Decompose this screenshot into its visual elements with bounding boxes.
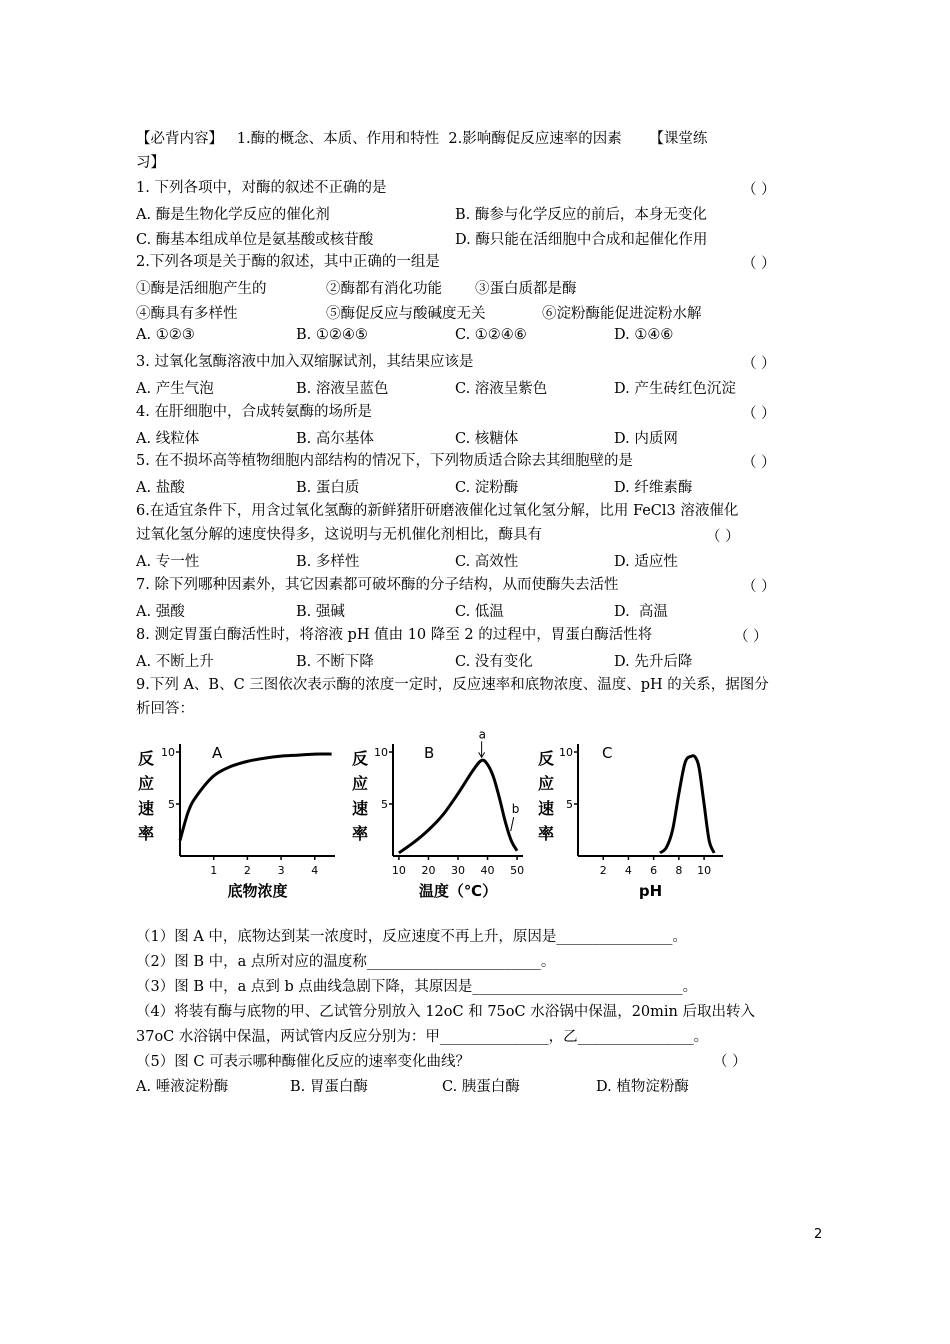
page-number: 2 <box>814 1227 823 1242</box>
q7-option-a: A. 强酸 <box>136 604 185 620</box>
x-tick-label: 20 <box>421 864 436 877</box>
y-axis-label-char: 率 <box>138 824 155 843</box>
y-tick-label: 10 <box>374 746 388 759</box>
q4-option-d: D. 内质网 <box>614 431 678 447</box>
chart-title: A <box>212 744 223 762</box>
y-tick-label: 5 <box>168 798 175 811</box>
q4-stem: 4. 在肝细胞中，合成转氨酶的场所是 <box>136 404 372 420</box>
annotation-b-arrow <box>511 817 514 831</box>
q6-option-c: C. 高效性 <box>455 554 519 570</box>
y-axis-label-char: 应 <box>352 774 369 793</box>
q9-sub-5-bracket: （ ） <box>713 1054 747 1070</box>
q2-item-1: ①酶是活细胞产生的 <box>136 281 267 297</box>
x-tick-label: 10 <box>697 864 712 877</box>
chart-a <box>138 744 335 900</box>
q2-answer-bracket: （ ） <box>742 256 776 272</box>
q9-option-d: D. 植物淀粉酶 <box>596 1079 689 1095</box>
q4-option-b: B. 高尔基体 <box>296 431 374 447</box>
q6-answer-bracket: （ ） <box>706 529 740 545</box>
q5-option-a: A. 盐酸 <box>136 480 185 496</box>
q2-item-5: ⑤酶促反应与酸碱度无关 <box>326 306 486 322</box>
x-tick-label: 4 <box>311 864 319 877</box>
q9-stem-line-1: 9.下列 A、B、C 三图依次表示酶的浓度一定时，反应速率和底物浓度、温度、pH 的关系，据图分 <box>136 677 769 693</box>
q2-option-b: B. ①②④⑤ <box>296 327 368 343</box>
y-axis-label-char: 应 <box>538 774 555 793</box>
q6-option-b: B. 多样性 <box>296 554 360 570</box>
q4-answer-bracket: （ ） <box>742 406 776 422</box>
q9-stem-line-2: 析回答： <box>136 701 194 717</box>
q1-option-d: D. 酶只能在活细胞中合成和起催化作用 <box>455 232 708 248</box>
q5-option-d: D. 纤维素酶 <box>614 480 693 496</box>
q7-answer-bracket: （ ） <box>742 579 776 595</box>
x-tick-label: 1 <box>210 864 218 877</box>
chart-b <box>352 727 524 900</box>
q8-option-d: D. 先升后降 <box>614 654 693 670</box>
q3-option-d: D. 产生砖红色沉淀 <box>614 381 736 397</box>
q9-option-a: A. 唾液淀粉酶 <box>136 1079 229 1095</box>
q2-item-3: ③蛋白质都是酶 <box>475 281 577 297</box>
q1-option-b: B. 酶参与化学反应的前后，本身无变化 <box>455 207 707 223</box>
q9-sub-1: （1）图 A 中，底物达到某一浓度时，反应速度不再上升，原因是________________。 <box>136 929 687 945</box>
series-line <box>180 754 332 840</box>
y-tick-label: 10 <box>161 746 175 759</box>
annotation-a: a <box>478 727 486 742</box>
series-line <box>660 756 714 853</box>
q1-stem: 1. 下列各项中，对酶的叙述不正确的是 <box>136 180 387 196</box>
q3-option-a: A. 产生气泡 <box>136 381 214 397</box>
y-axis-label-char: 应 <box>138 774 155 793</box>
q7-option-c: C. 低温 <box>455 604 504 620</box>
q9-sub-3: （3）图 B 中，a 点到 b 点曲线急剧下降，其原因是_____________________________。 <box>136 979 698 995</box>
q4-option-c: C. 核糖体 <box>455 431 519 447</box>
q7-stem: 7. 除下列哪种因素外，其它因素都可破坏酶的分子结构，从而使酶失去活性 <box>136 577 619 593</box>
q6-stem-line-2: 过氧化氢分解的速度快得多，这说明与无机催化剂相比，酶具有 <box>136 527 542 543</box>
q8-stem: 8. 测定胃蛋白酶活性时，将溶液 pH 值由 10 降至 2 的过程中，胃蛋白酶活性将 <box>136 627 653 643</box>
chart-c <box>538 744 723 900</box>
header-line-1: 【必背内容】 1.酶的概念、本质、作用和特性 2.影响酶促反应速率的因素 【课堂练 <box>136 131 708 147</box>
q3-stem: 3. 过氧化氢酶溶液中加入双缩脲试剂，其结果应该是 <box>136 354 474 370</box>
q4-option-a: A. 线粒体 <box>136 431 200 447</box>
y-axis-label-char: 反 <box>352 749 369 768</box>
q9-sub-4-line-1: （4）将装有酶与底物的甲、乙试管分别放入 12oC 和 75oC 水浴锅中保温，20min 后取出转入 <box>136 1004 755 1020</box>
x-tick-label: 2 <box>243 864 251 877</box>
y-axis-label-char: 反 <box>538 749 555 768</box>
x-tick-label: 40 <box>480 864 495 877</box>
q6-stem-line-1: 6.在适宜条件下，用含过氧化氢酶的新鲜猪肝研磨液催化过氧化氢分解，比用 FeCl3 溶液催化 <box>136 503 739 519</box>
q8-answer-bracket: （ ） <box>734 629 768 645</box>
y-tick-label: 5 <box>381 798 388 811</box>
header-line-2: 习】 <box>136 155 165 171</box>
q6-option-a: A. 专一性 <box>136 554 200 570</box>
q9-option-c: C. 胰蛋白酶 <box>442 1079 520 1095</box>
q8-option-b: B. 不断下降 <box>296 654 374 670</box>
y-axis-label-char: 率 <box>352 824 369 843</box>
q9-sub-2: （2）图 B 中，a 点所对应的温度称________________________。 <box>136 954 556 970</box>
q2-option-c: C. ①②④⑥ <box>455 327 527 343</box>
q5-stem: 5. 在不损坏高等植物细胞内部结构的情况下，下列物质适合除去其细胞壁的是 <box>136 453 633 469</box>
series-line <box>399 760 517 853</box>
q2-item-2: ②酶都有消化功能 <box>326 281 442 297</box>
chart-title: C <box>602 744 613 762</box>
q5-answer-bracket: （ ） <box>742 455 776 471</box>
q3-option-c: C. 溶液呈紫色 <box>455 381 548 397</box>
q1-option-c: C. 酶基本组成单位是氨基酸或核苷酸 <box>136 232 374 248</box>
y-axis-label-char: 速 <box>138 799 155 818</box>
q2-stem: 2.下列各项是关于酶的叙述，其中正确的一组是 <box>136 254 440 270</box>
x-tick-label: 30 <box>451 864 465 877</box>
x-tick-label: 50 <box>510 864 525 877</box>
y-tick-label: 5 <box>566 798 573 811</box>
q2-option-a: A. ①②③ <box>136 327 195 343</box>
q6-option-d: D. 适应性 <box>614 554 678 570</box>
y-axis-label-char: 反 <box>138 749 155 768</box>
q7-option-b: B. 强碱 <box>296 604 345 620</box>
q8-option-a: A. 不断上升 <box>136 654 214 670</box>
y-tick-label: 10 <box>559 746 573 759</box>
x-axis-label: 底物浓度 <box>227 882 288 900</box>
chart-title: B <box>424 744 435 762</box>
x-tick-label: 4 <box>624 864 632 877</box>
q5-option-c: C. 淀粉酶 <box>455 480 519 496</box>
q2-option-d: D. ①④⑥ <box>614 327 674 343</box>
x-tick-label: 2 <box>599 864 607 877</box>
annotation-b: b <box>511 802 520 817</box>
x-tick-label: 8 <box>675 864 683 877</box>
q2-item-6: ⑥淀粉酶能促进淀粉水解 <box>542 306 702 322</box>
q5-option-b: B. 蛋白质 <box>296 480 360 496</box>
y-axis-label-char: 率 <box>538 824 555 843</box>
q3-answer-bracket: （ ） <box>742 356 776 372</box>
x-axis-label: pH <box>638 882 663 900</box>
y-axis-label-char: 速 <box>352 799 369 818</box>
q1-answer-bracket: （ ） <box>742 182 776 198</box>
x-axis-label: 温度（℃） <box>418 882 498 900</box>
q9-figure <box>0 715 950 915</box>
x-tick-label: 6 <box>650 864 658 877</box>
q9-sub-4-line-2: 37oC 水浴锅中保温，两试管内反应分别为：甲_______________，乙________________。 <box>136 1029 709 1045</box>
q9-sub-5: （5）图 C 可表示哪种酶催化反应的速率变化曲线？ <box>136 1054 471 1070</box>
q3-option-b: B. 溶液呈蓝色 <box>296 381 389 397</box>
x-tick-label: 3 <box>277 864 285 877</box>
y-axis-label-char: 速 <box>538 799 555 818</box>
q1-option-a: A. 酶是生物化学反应的催化剂 <box>136 207 330 223</box>
q7-option-d: D. 高温 <box>614 604 668 620</box>
q8-option-c: C. 没有变化 <box>455 654 533 670</box>
q2-item-4: ④酶具有多样性 <box>136 306 238 322</box>
q9-option-b: B. 胃蛋白酶 <box>290 1079 368 1095</box>
x-tick-label: 10 <box>391 864 406 877</box>
